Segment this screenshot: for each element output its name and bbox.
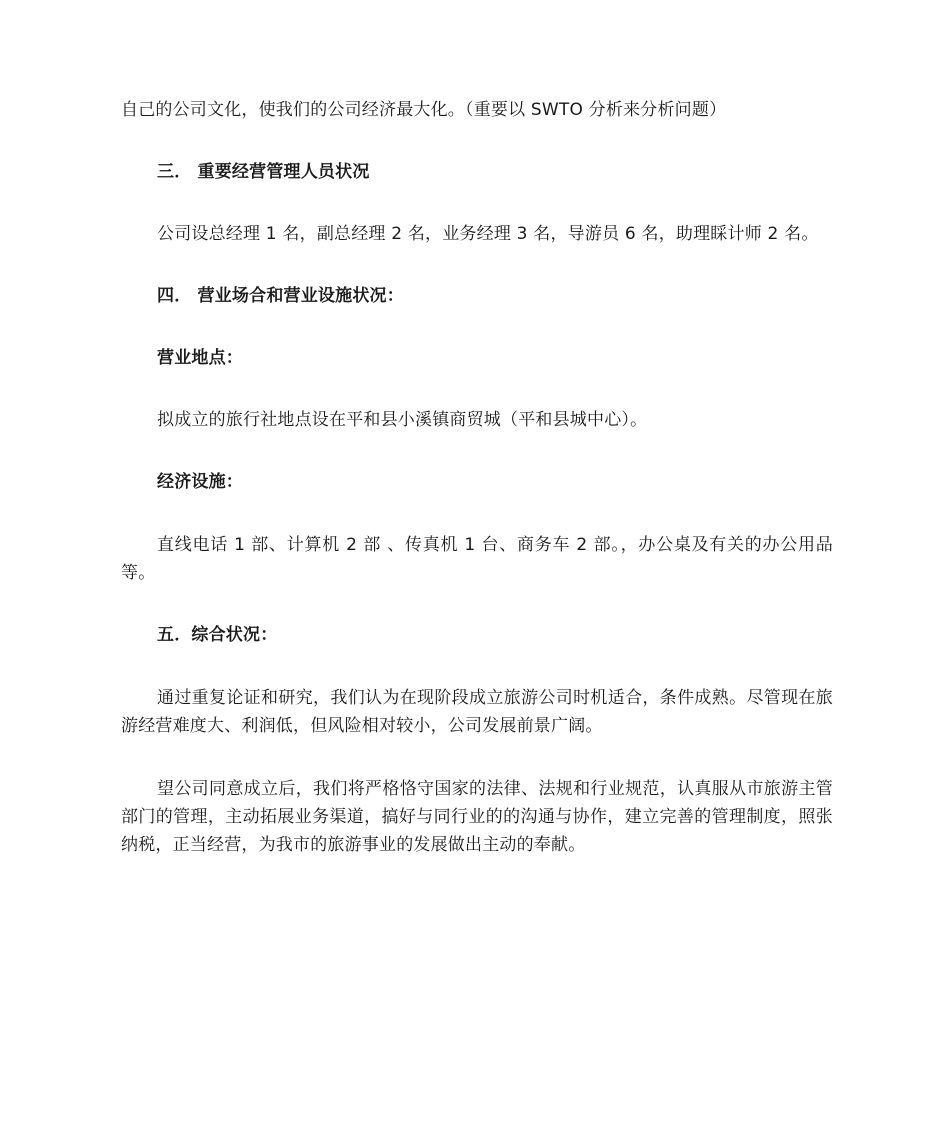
facilities-label: 经济设施： <box>157 472 243 492</box>
location-body: 拟成立的旅行社地点设在平和县小溪镇商贸城（平和县城中心）。 <box>157 410 648 430</box>
location-label: 营业地点： <box>157 348 243 368</box>
section4-heading: 四． 营业场合和营业设施状况： <box>157 286 404 306</box>
section5-paragraph-1: 通过重复论证和研究，我们认为在现阶段成立旅游公司时机适合，条件成熟。尽管现在旅游经营难度大、利润低，但风险相对较小，公司发展前景广阔。 <box>121 688 833 736</box>
section3-heading: 三． 重要经营管理人员状况 <box>157 162 370 182</box>
section3-body: 公司设总经理 1 名，副总经理 2 名，业务经理 3 名，导游员 6 名，助理睬计师 2 名。 <box>157 224 819 244</box>
intro-line: 自己的公司文化，使我们的公司经济最大化。（重要以 SWTO 分析来分析问题） <box>121 100 727 120</box>
section5-heading: 五．综合状况： <box>157 625 278 645</box>
section5-paragraph-2: 望公司同意成立后，我们将严格恪守国家的法律、法规和行业规范，认真服从市旅游主管部门的管理，主动拓展业务渠道，搞好与同行业的的沟通与协作，建立完善的管理制度，照张纳税，正当经营，为我市的旅游事业的发展做出主动的奉献。 <box>121 779 833 855</box>
facilities-body: 直线电话 1 部、计算机 2 部 、传真机 1 台、商务车 2 部。，办公桌及有关的办公用品等。 <box>121 535 833 583</box>
